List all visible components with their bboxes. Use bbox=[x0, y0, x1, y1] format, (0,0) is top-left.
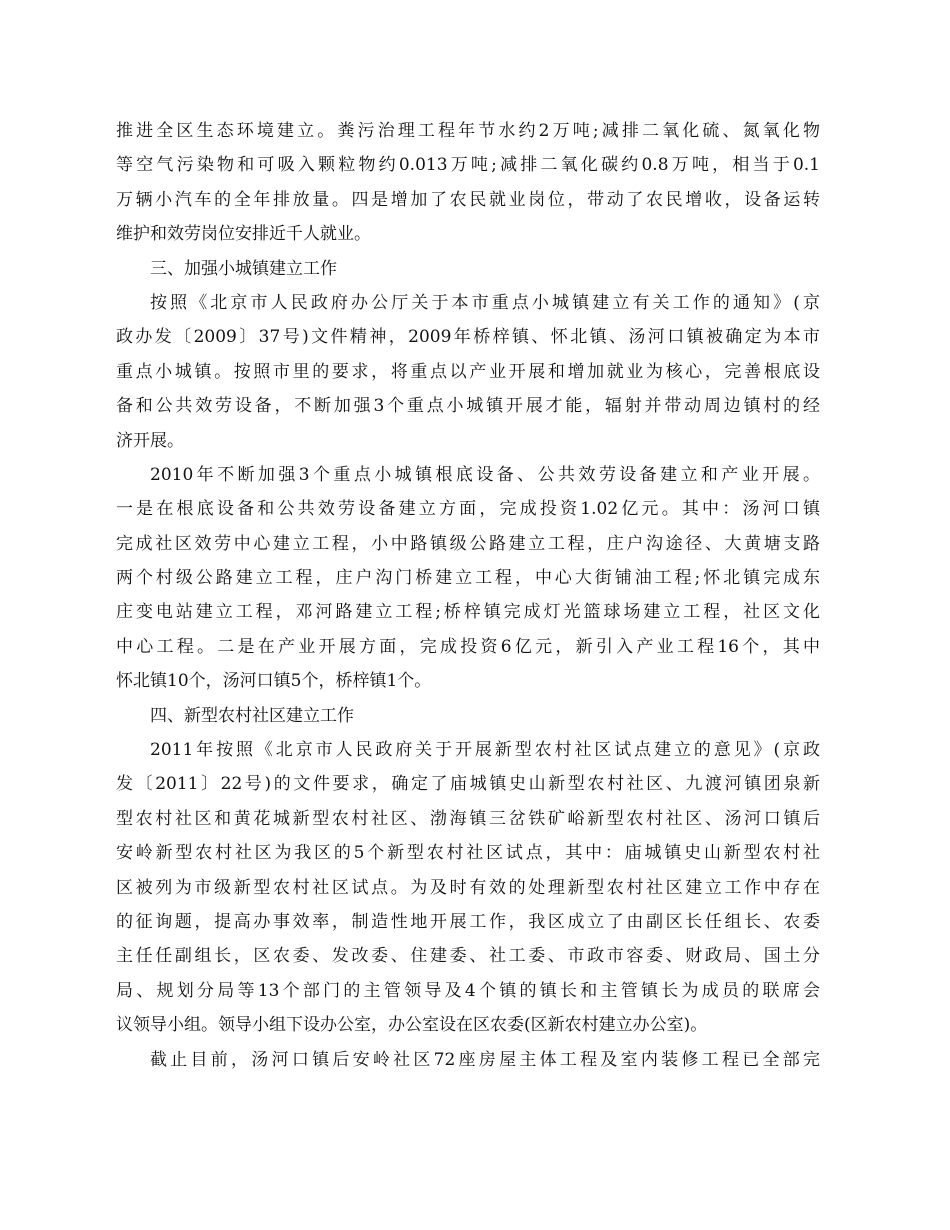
text-line: 按照《北京市人民政府办公厅关于本市重点小城镇建立有关工作的通知》(京 bbox=[150, 292, 820, 313]
section-heading: 四、新型农村社区建立工作 bbox=[150, 705, 354, 726]
text-line: 重点小城镇。按照市里的要求，将重点以产业开展和增加就业为核心，完善根底设 bbox=[116, 361, 820, 382]
text-line: 一是在根底设备和公共效劳设备建立方面，完成投资1.02亿元。其中：汤河口镇 bbox=[116, 499, 820, 520]
text-line: 2010年不断加强3个重点小城镇根底设备、公共效劳设备建立和产业开展。 bbox=[150, 464, 820, 485]
text-line: 议领导小组。领导小组下设办公室，办公室设在区农委(区新农村建立办公室)。 bbox=[116, 1015, 708, 1036]
text-line: 庄变电站建立工程，邓河路建立工程;桥梓镇完成灯光篮球场建立工程，社区文化 bbox=[116, 602, 820, 623]
text-line: 区被列为市级新型农村社区试点。为及时有效的处理新型农村社区建立工作中存在 bbox=[116, 877, 820, 898]
text-line: 型农村社区和黄花城新型农村社区、渤海镇三岔铁矿峪新型农村社区、汤河口镇后 bbox=[116, 808, 820, 829]
text-line: 两个村级公路建立工程，庄户沟门桥建立工程，中心大街铺油工程;怀北镇完成东 bbox=[116, 568, 820, 589]
text-line: 等空气污染物和可吸入颗粒物约0.013万吨;减排二氧化碳约0.8万吨，相当于0.1 bbox=[116, 155, 820, 176]
text-line: 怀北镇10个，汤河口镇5个，桥梓镇1个。 bbox=[116, 671, 432, 692]
text-line: 截止目前，汤河口镇后安岭社区72座房屋主体工程及室内装修工程已全部完 bbox=[150, 1049, 820, 1070]
text-line: 安岭新型农村社区为我区的5个新型农村社区试点，其中：庙城镇史山新型农村社 bbox=[116, 843, 820, 864]
text-line: 局、规划分局等13个部门的主管领导及4个镇的镇长和主管镇长为成员的联席会 bbox=[116, 980, 820, 1001]
text-line: 2011年按照《北京市人民政府关于开展新型农村社区试点建立的意见》(京政 bbox=[150, 740, 820, 761]
text-line: 备和公共效劳设备，不断加强3个重点小城镇开展才能，辐射并带动周边镇村的经 bbox=[116, 396, 820, 417]
text-line: 万辆小汽车的全年排放量。四是增加了农民就业岗位，带动了农民增收，设备运转 bbox=[116, 189, 820, 210]
text-line: 济开展。 bbox=[116, 430, 184, 451]
text-line: 发〔2011〕22号)的文件要求，确定了庙城镇史山新型农村社区、九渡河镇团泉新 bbox=[116, 774, 820, 795]
text-line: 推进全区生态环境建立。粪污治理工程年节水约2万吨;减排二氧化硫、氮氧化物 bbox=[116, 121, 820, 141]
text-line: 政办发〔2009〕37号)文件精神，2009年桥梓镇、怀北镇、汤河口镇被确定为本市 bbox=[116, 327, 820, 348]
text-line: 主任任副组长，区农委、发改委、住建委、社工委、市政市容委、财政局、国土分 bbox=[116, 946, 820, 967]
text-line: 的征询题，提高办事效率，制造性地开展工作，我区成立了由副区长任组长、农委 bbox=[116, 911, 820, 932]
section-heading: 三、加强小城镇建立工作 bbox=[150, 258, 337, 279]
text-line: 完成社区效劳中心建立工程，小中路镇级公路建立工程，庄户沟途径、大黄塘支路 bbox=[116, 533, 820, 554]
text-line: 维护和效劳岗位安排近千人就业。 bbox=[116, 224, 371, 245]
document-body bbox=[116, 114, 820, 1077]
text-line: 中心工程。二是在产业开展方面，完成投资6亿元，新引入产业工程16个，其中 bbox=[116, 636, 820, 657]
